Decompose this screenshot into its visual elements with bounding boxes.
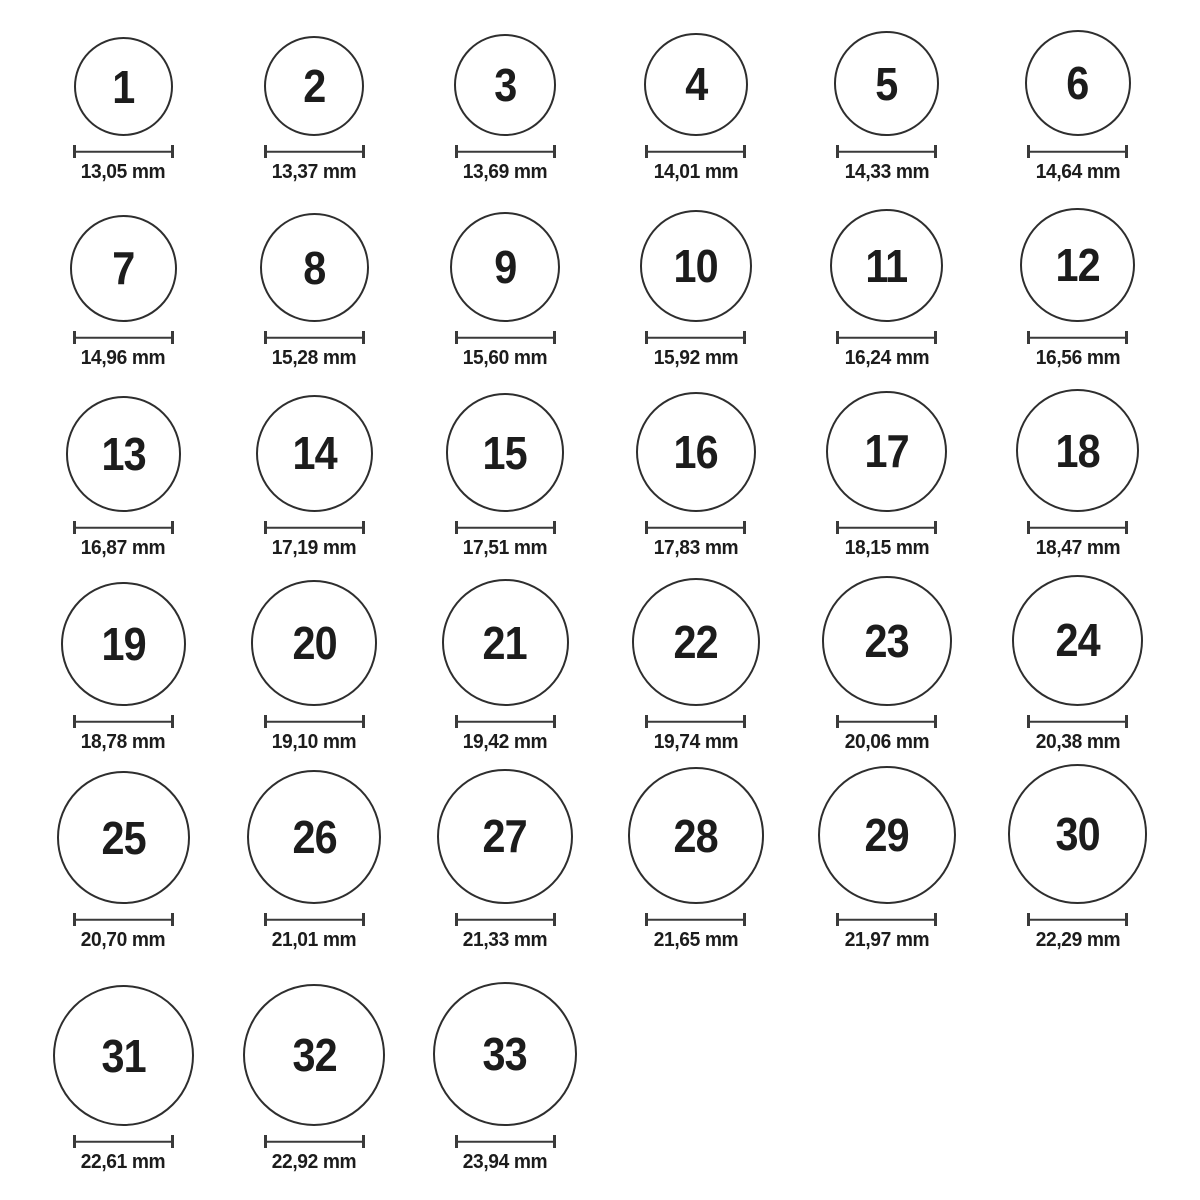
diameter-measure-line xyxy=(455,521,556,534)
ring-size-item xyxy=(791,184,982,370)
ring-circle xyxy=(53,985,194,1126)
diameter-measure-line xyxy=(264,331,365,344)
ring-size-item xyxy=(28,370,219,560)
ring-size-item xyxy=(982,560,1173,754)
diameter-label: 14,33 mm xyxy=(844,161,929,183)
diameter-label: 21,65 mm xyxy=(653,929,739,951)
ring-size-number: 22 xyxy=(673,615,719,668)
ring-size-number: 8 xyxy=(303,241,326,294)
diameter-measure-line xyxy=(836,715,937,728)
diameter-measure-line xyxy=(73,521,174,534)
ring-size-item xyxy=(219,560,410,754)
diameter-label: 21,33 mm xyxy=(462,929,548,951)
ring-circle xyxy=(628,767,765,904)
diameter-label: 13,69 mm xyxy=(462,161,548,183)
ring-size-item xyxy=(28,184,219,370)
diameter-measure-line xyxy=(455,331,556,344)
diameter-measure-line xyxy=(1027,715,1128,728)
diameter-measure-line xyxy=(264,715,365,728)
ring-size-number: 23 xyxy=(864,615,909,668)
diameter-label: 16,24 mm xyxy=(844,347,929,369)
ring-size-number: 1 xyxy=(112,60,135,113)
ring-size-item xyxy=(410,560,601,754)
diameter-label: 18,47 mm xyxy=(1035,537,1120,559)
ring-size-number: 19 xyxy=(101,617,146,670)
diameter-measure-line xyxy=(836,331,937,344)
ring-size-item xyxy=(219,370,410,560)
ring-circle xyxy=(74,37,173,136)
ring-size-number: 9 xyxy=(493,240,517,293)
diameter-measure-line xyxy=(264,521,365,534)
ring-size-item xyxy=(410,754,601,952)
ring-size-number: 4 xyxy=(684,58,707,111)
ring-size-number: 2 xyxy=(303,59,326,112)
diameter-measure-line xyxy=(73,145,174,158)
ring-size-item xyxy=(600,8,791,184)
diameter-label: 19,10 mm xyxy=(272,731,357,753)
ring-size-item xyxy=(219,754,410,952)
ring-circle xyxy=(446,393,565,512)
diameter-label: 20,38 mm xyxy=(1035,731,1120,753)
diameter-label: 13,05 mm xyxy=(81,161,166,183)
ring-size-number: 16 xyxy=(673,426,719,478)
ring-size-item xyxy=(791,370,982,560)
ring-size-item xyxy=(219,8,410,184)
ring-size-number: 20 xyxy=(292,617,337,670)
ring-circle xyxy=(1025,30,1131,136)
diameter-label: 17,19 mm xyxy=(272,537,357,559)
ring-size-number: 29 xyxy=(864,808,909,861)
ring-size-item xyxy=(791,560,982,754)
ring-size-number: 5 xyxy=(875,57,898,110)
ring-circle xyxy=(826,391,947,512)
diameter-measure-line xyxy=(836,913,937,926)
ring-circle xyxy=(57,771,190,904)
diameter-label: 20,70 mm xyxy=(81,929,166,951)
ring-circle xyxy=(450,212,560,322)
diameter-measure-line xyxy=(73,331,174,344)
ring-size-item xyxy=(982,184,1173,370)
diameter-measure-line xyxy=(455,1135,556,1148)
ring-circle xyxy=(830,209,943,322)
ring-size-item xyxy=(410,952,601,1174)
ring-circle xyxy=(1008,764,1148,904)
diameter-label: 19,42 mm xyxy=(462,731,548,753)
ring-size-item xyxy=(600,370,791,560)
ring-circle xyxy=(433,982,577,1126)
ring-circle xyxy=(264,36,364,136)
ring-size-number: 33 xyxy=(482,1028,528,1081)
diameter-label: 18,78 mm xyxy=(81,731,166,753)
ring-size-item xyxy=(28,952,219,1174)
ring-size-item xyxy=(410,370,601,560)
ring-size-number: 3 xyxy=(493,59,517,112)
diameter-measure-line xyxy=(1027,521,1128,534)
ring-size-item xyxy=(982,754,1173,952)
ring-size-number: 14 xyxy=(292,427,337,480)
ring-circle xyxy=(454,34,556,136)
ring-size-number: 12 xyxy=(1055,238,1100,291)
ring-circle xyxy=(640,210,752,322)
diameter-label: 14,64 mm xyxy=(1035,161,1120,183)
diameter-measure-line xyxy=(1027,145,1128,158)
ring-circle xyxy=(1016,389,1139,512)
ring-size-item xyxy=(410,8,601,184)
ring-size-number: 10 xyxy=(673,240,719,293)
ring-size-item xyxy=(219,952,410,1174)
ring-size-item xyxy=(791,8,982,184)
diameter-measure-line xyxy=(645,715,746,728)
ring-size-number: 25 xyxy=(101,811,146,864)
diameter-label: 13,37 mm xyxy=(272,161,357,183)
diameter-measure-line xyxy=(1027,331,1128,344)
ring-circle xyxy=(644,33,747,136)
ring-size-item xyxy=(219,184,410,370)
ring-size-item xyxy=(600,184,791,370)
diameter-measure-line xyxy=(264,145,365,158)
ring-size-number: 24 xyxy=(1055,614,1100,667)
ring-size-item xyxy=(28,8,219,184)
diameter-measure-line xyxy=(264,913,365,926)
ring-size-number: 11 xyxy=(865,239,908,292)
diameter-measure-line xyxy=(264,1135,365,1148)
diameter-measure-line xyxy=(836,521,937,534)
ring-circle xyxy=(61,582,185,706)
diameter-label: 15,92 mm xyxy=(653,347,739,369)
ring-circle xyxy=(442,579,569,706)
ring-circle xyxy=(437,769,572,904)
ring-circle xyxy=(260,213,369,322)
ring-circle xyxy=(1020,208,1134,322)
ring-circle xyxy=(70,215,177,322)
ring-size-item xyxy=(982,8,1173,184)
ring-size-number: 30 xyxy=(1055,808,1100,861)
diameter-measure-line xyxy=(455,913,556,926)
diameter-label: 14,96 mm xyxy=(81,347,166,369)
ring-circle xyxy=(818,766,956,904)
ring-size-number: 7 xyxy=(112,242,135,295)
diameter-label: 17,51 mm xyxy=(462,537,548,559)
diameter-measure-line xyxy=(836,145,937,158)
ring-size-item xyxy=(28,754,219,952)
diameter-measure-line xyxy=(455,715,556,728)
ring-circle xyxy=(834,31,939,136)
diameter-label: 18,15 mm xyxy=(844,537,929,559)
ring-size-number: 26 xyxy=(292,811,337,863)
diameter-label: 15,28 mm xyxy=(272,347,357,369)
ring-circle xyxy=(1012,575,1143,706)
diameter-label: 15,60 mm xyxy=(462,347,548,369)
ring-circle xyxy=(247,770,381,904)
ring-size-item xyxy=(410,184,601,370)
ring-size-number: 32 xyxy=(292,1028,337,1081)
diameter-measure-line xyxy=(645,331,746,344)
diameter-label: 21,01 mm xyxy=(272,929,357,951)
ring-size-number: 6 xyxy=(1066,57,1089,109)
diameter-label: 22,92 mm xyxy=(272,1151,357,1173)
diameter-measure-line xyxy=(1027,913,1128,926)
diameter-measure-line xyxy=(73,715,174,728)
ring-size-item xyxy=(791,754,982,952)
ring-circle xyxy=(66,396,182,512)
ring-size-number: 17 xyxy=(864,425,909,478)
ring-circle xyxy=(636,392,756,512)
diameter-label: 23,94 mm xyxy=(462,1151,548,1173)
ring-size-number: 27 xyxy=(482,810,528,863)
ring-size-chart xyxy=(28,0,1173,1174)
ring-circle xyxy=(822,576,952,706)
diameter-label: 19,74 mm xyxy=(653,731,739,753)
ring-size-number: 18 xyxy=(1055,424,1100,477)
diameter-label: 22,29 mm xyxy=(1035,929,1120,951)
ring-size-item xyxy=(28,560,219,754)
ring-size-item xyxy=(600,560,791,754)
diameter-label: 21,97 mm xyxy=(844,929,929,951)
ring-size-number: 15 xyxy=(482,426,528,479)
ring-circle xyxy=(632,578,760,706)
diameter-label: 17,83 mm xyxy=(653,537,739,559)
diameter-measure-line xyxy=(73,913,174,926)
ring-size-number: 28 xyxy=(673,809,719,862)
ring-circle xyxy=(251,580,377,706)
diameter-label: 16,87 mm xyxy=(81,537,166,559)
ring-size-number: 31 xyxy=(101,1029,146,1082)
diameter-label: 20,06 mm xyxy=(844,731,929,753)
ring-circle xyxy=(256,395,373,512)
diameter-measure-line xyxy=(645,521,746,534)
diameter-label: 22,61 mm xyxy=(81,1151,166,1173)
ring-size-number: 13 xyxy=(101,428,146,481)
diameter-label: 14,01 mm xyxy=(653,161,739,183)
ring-size-item xyxy=(600,754,791,952)
diameter-measure-line xyxy=(645,913,746,926)
ring-size-item xyxy=(982,370,1173,560)
ring-circle xyxy=(243,984,385,1126)
diameter-measure-line xyxy=(455,145,556,158)
ring-size-number: 21 xyxy=(482,616,528,669)
diameter-measure-line xyxy=(645,145,746,158)
diameter-label: 16,56 mm xyxy=(1035,347,1120,369)
diameter-measure-line xyxy=(73,1135,174,1148)
